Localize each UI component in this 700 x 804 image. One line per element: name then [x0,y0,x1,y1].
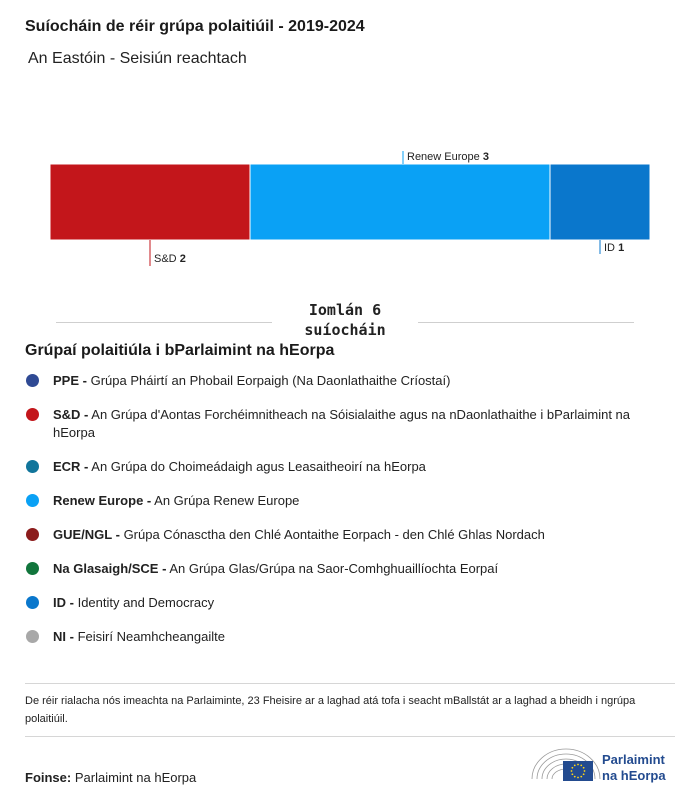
segment-label-value: 3 [482,151,489,163]
legend-group-desc: Grúpa Cónasctha den Chlé Aontaithe Eorpach - den Chlé Ghlas Nordach [123,527,545,542]
legend-item [25,458,675,476]
legend-group-abbr: ID - [53,595,74,610]
eu-star-icon [580,776,582,778]
chart-title: Suíocháin de réir grúpa polaitiúil - 2019-2024 [25,18,365,35]
legend-dot-icon [26,374,39,387]
segment-label-name: Renew Europe [407,151,483,163]
segment-label [407,151,489,163]
legend-group-desc: Identity and Democracy [77,595,215,610]
logo-text-line1: Parlaimint [602,752,665,767]
legend-group-abbr: NI - [53,629,74,644]
source-value: Parlaimint na hEorpa [74,770,197,785]
legend-group-abbr: S&D - [53,407,89,422]
segment-label [154,253,186,265]
legend-group-desc: Feisirí Neamhcheangailte [77,629,225,644]
segment-label-value: 2 [179,253,186,265]
segment-label [604,242,624,254]
eu-star-icon [583,773,585,775]
bar-segment [250,164,550,240]
legend-item [25,560,675,578]
logo-text [602,752,666,784]
legend-item [25,492,675,510]
legend-group-desc: An Grúpa Glas/Grúpa na Saor-Comhghuaillíochta Eorpaí [169,561,499,576]
eu-star-icon [577,777,579,779]
chart-subtitle: An Eastóin - Seisiún reachtach [28,50,247,67]
footnote: De réir rialacha nós imeachta na Parlaiminte, 23 Fheisire ar a laghad atá tofa i seacht mBallstát ar a laghad a bheidh i ngrúpa polaitiúil. [25,695,636,725]
total-seats-label [272,300,418,340]
legend-group-abbr: Renew Europe - [53,493,152,508]
legend-dot-icon [26,494,39,507]
source-label: Foinse: [25,770,72,785]
legend-group-desc: An Grúpa d'Aontas Forchéimnitheach na Sóisialaithe agus na nDaonlathaithe i bParlaimint na hEorpa [53,407,630,440]
note-divider-bottom [25,736,675,737]
legend-group-desc: Grúpa Pháirtí an Phobail Eorpaigh (Na Daonlathaithe Críostaí) [90,373,451,388]
legend-dot-icon [26,630,39,643]
segment-label-value: 1 [618,242,625,254]
legend-item [25,628,675,646]
legend-group-abbr: GUE/NGL - [53,527,120,542]
total-seats-line2: suíocháin [304,321,386,339]
legend-item [25,372,675,390]
segment-label-name: S&D [154,253,180,265]
segment-label-name: ID [604,242,619,254]
eu-star-icon [571,773,573,775]
legend-item [25,526,675,544]
eu-star-icon [577,764,579,766]
eu-star-icon [574,776,576,778]
bar-segment [50,164,250,240]
total-seats-line1: Iomlán 6 [308,301,382,319]
total-divider-left [56,322,272,323]
seat-bar-chart [0,140,700,280]
legend-heading: Grúpaí polaitiúla i bParlaimint na hEorpa [25,342,335,359]
source-line [25,770,196,785]
legend-dot-icon [26,528,39,541]
legend-item [25,406,675,442]
eu-star-icon [571,767,573,769]
legend-dot-icon [26,460,39,473]
legend-dot-icon [26,408,39,421]
legend-dot-icon [26,596,39,609]
legend-group-desc: An Grúpa do Choimeádaigh agus Leasaitheoirí na hEorpa [91,459,426,474]
eu-star-icon [580,764,582,766]
eu-star-icon [583,767,585,769]
eu-star-icon [574,764,576,766]
legend-group-abbr: PPE - [53,373,87,388]
legend-dot-icon [26,562,39,575]
eu-star-icon [584,770,586,772]
legend-group-abbr: Na Glasaigh/SCE - [53,561,167,576]
legend-group-desc: An Grúpa Renew Europe [154,493,300,508]
legend-item [25,594,675,612]
total-divider-right [418,322,634,323]
logo-text-line2: na hEorpa [602,768,666,783]
note-divider-top [25,683,675,684]
eu-star-icon [571,770,573,772]
legend-group-abbr: ECR - [53,459,89,474]
political-groups-legend [25,372,675,662]
bar-segment [550,164,650,240]
